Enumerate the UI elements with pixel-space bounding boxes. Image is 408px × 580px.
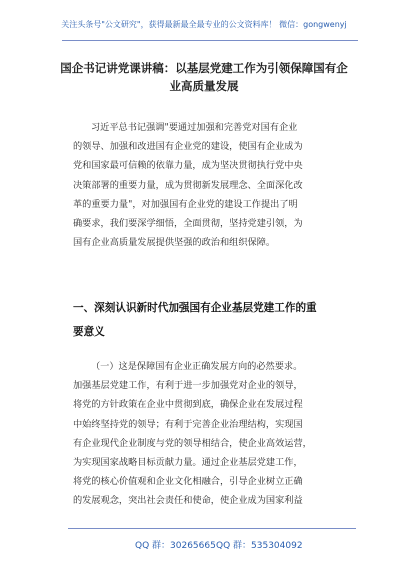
section-heading-1 xyxy=(73,296,358,344)
document-title-line-2: 业高质量发展 xyxy=(169,79,239,93)
text-line: 国有企业高质量发展提供坚强的政治和组织保障。 xyxy=(73,237,276,249)
text-line: 将党的方针政策在企业中贯彻到底，确保企业在发展过程 xyxy=(73,399,303,411)
qq-group-1: QQ 群：30265665 xyxy=(135,541,216,551)
header-divider xyxy=(62,40,358,41)
page-header xyxy=(0,0,408,44)
text-line: （一）这是保障国有企业正确发展方向的必然要求。 xyxy=(91,361,303,372)
text-line: 为实现国家战略目标贡献力量。通过企业基层党建工作， xyxy=(73,456,303,468)
heading-line: 要意义 xyxy=(73,326,105,338)
text-line: 的发展观念，突出社会责任和使命，使企业成为国家利益 xyxy=(73,495,303,507)
text-line: 革的重要力量"，对加强国有企业党的建设工作提出了明 xyxy=(73,198,298,210)
document-title-line-1: 国企书记讲党课讲稿：以基层党建工作为引领保障国有企 xyxy=(60,61,348,75)
text-line: 党和国家最可信赖的依靠力量，成为坚决贯彻执行党中央 xyxy=(73,160,303,172)
text-line: 有企业现代企业制度与党的领导相结合，使企业高效运营， xyxy=(73,437,312,449)
text-line: 将党的核心价值观和企业文化相融合，引导企业树立正确 xyxy=(73,476,303,488)
heading-line: 一、深刻认识新时代加强国有企业基层党建工作的重 xyxy=(73,302,317,314)
page-footer xyxy=(0,528,408,568)
text-line: 的领导、加强和改进国有企业党的建设，使国有企业成为 xyxy=(73,141,303,153)
header-notice: 关注头条号"公文研究"，获得最新最全最专业的公文资料库！ 微信：gongwenyj xyxy=(61,20,347,29)
qq-group-2: QQ 群：535304092 xyxy=(216,541,303,551)
text-line: 决策部署的重要力量，成为贯彻新发展理念、全面深化改 xyxy=(73,179,303,191)
text-line: 习近平总书记强调"要通过加强和完善党对国有企业 xyxy=(91,122,298,133)
text-line: 确要求，我们要深学细悟，全面贯彻，坚持党建引领，为 xyxy=(73,217,303,229)
text-line: 中始终坚持党的领导；有利于完善企业治理结构，实现国 xyxy=(73,418,303,430)
paragraph-body xyxy=(73,357,353,511)
paragraph-intro xyxy=(73,118,353,252)
footer-divider xyxy=(68,528,356,529)
text-line: 加强基层党建工作，有利于进一步加强党对企业的领导， xyxy=(73,380,303,392)
